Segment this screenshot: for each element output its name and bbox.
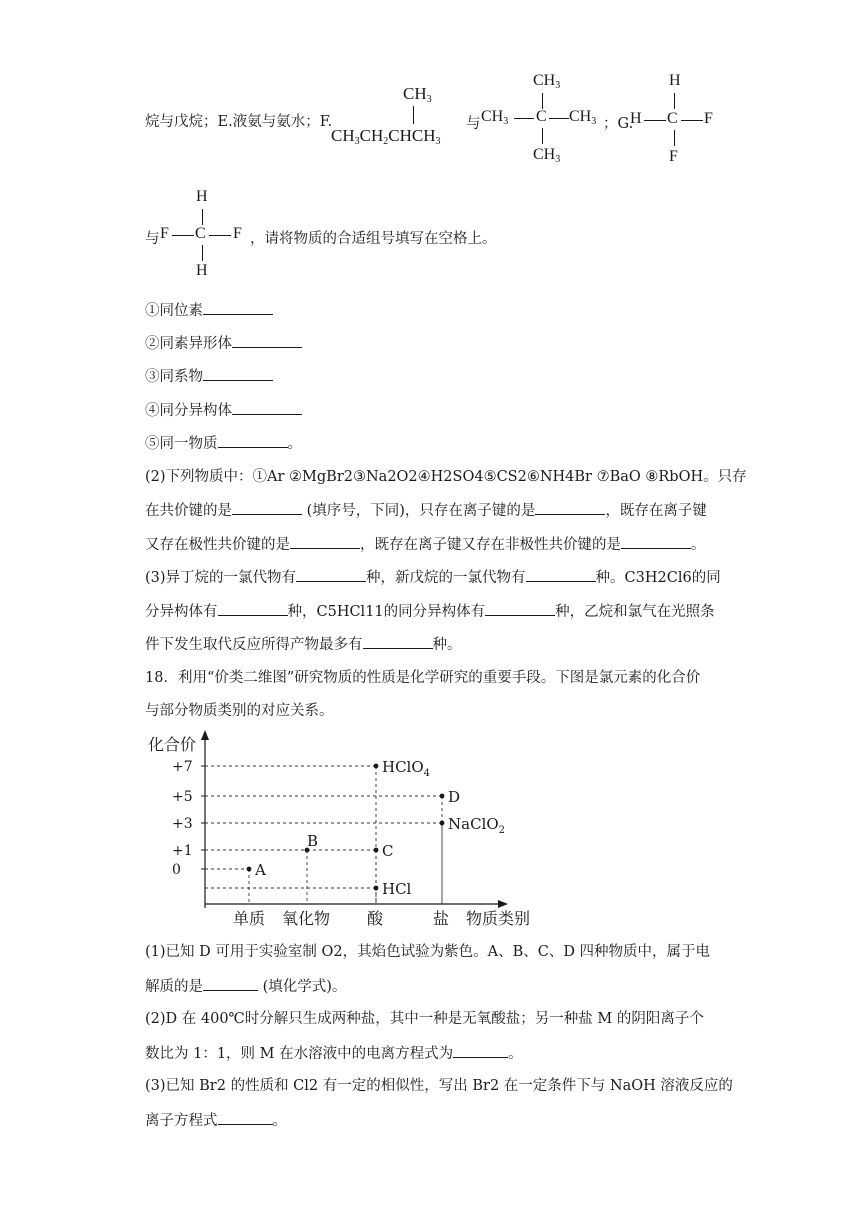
structure-g1 bbox=[630, 72, 720, 172]
f2-top: $CH_3$ bbox=[533, 72, 561, 91]
y-tick-label: +5 bbox=[172, 789, 193, 805]
q3-line-2: 分异构体有 种，C5HCl11的同分异构体有 种，乙烷和氯气在光照条 bbox=[145, 601, 715, 622]
answer-blank[interactable] bbox=[535, 500, 605, 515]
q1-item-5: ⑤同一物质 。 bbox=[145, 433, 302, 454]
g1-bond-right bbox=[681, 120, 703, 121]
y-tick-label: +3 bbox=[172, 816, 193, 832]
q1-item-4: ④同分异构体 bbox=[145, 400, 302, 421]
g1-f-bottom: F bbox=[669, 148, 678, 165]
answer-blank[interactable] bbox=[621, 534, 691, 549]
f2-right: $CH_3$ bbox=[569, 108, 597, 127]
point-label: B bbox=[307, 832, 319, 850]
f1-bond bbox=[413, 106, 414, 124]
answer-blank[interactable] bbox=[218, 433, 288, 448]
q18-line-1: 18．利用“价类二维图”研究物质的性质是化学研究的重要手段。下图是氯元素的化合价 bbox=[145, 670, 701, 686]
intro-sep-g: ；G. bbox=[603, 116, 634, 132]
g2-bond-top bbox=[202, 209, 203, 225]
point-label: D bbox=[448, 788, 461, 806]
answer-blank[interactable] bbox=[453, 1043, 508, 1058]
f1-chain: $CH_3CH_2CHCH_3$ bbox=[331, 126, 441, 147]
p18-line-1: (1)已知 D 可用于实验室制 O2，其焰色试验为紫色。A、B、C、D 四种物质中，属于电 bbox=[145, 944, 711, 960]
point-label: C bbox=[382, 842, 394, 860]
q2-line-1: (2)下列物质中：①Ar ②MgBr2③Na2O2④H2SO4⑤CS2⑥NH4Br ⑦BaO ⑧RbOH。只存 bbox=[145, 469, 747, 485]
intro-line bbox=[145, 112, 332, 132]
answer-blank[interactable] bbox=[218, 1110, 273, 1125]
q18-line-2: 与部分物质类别的对应关系。 bbox=[145, 703, 334, 719]
intro-prefix: 烷与戊烷；E.液氨与氨水；F. bbox=[145, 114, 333, 130]
p18-line-6: 离子方程式 。 bbox=[145, 1110, 287, 1131]
g1-bond-bottom bbox=[674, 130, 675, 146]
intro-yu: 与 bbox=[466, 116, 481, 132]
f2-bottom: $CH_3$ bbox=[533, 146, 561, 165]
q1-item-3: ③同系物 bbox=[145, 366, 273, 387]
p18-line-2: 解质的是 (填化学式)。 bbox=[145, 976, 346, 997]
x-tick-label: 盐 bbox=[433, 909, 450, 928]
point-label: NaClO$_2$ bbox=[448, 815, 506, 836]
p18-line-3: (2)D 在 400℃时分解只生成两种盐，其中一种是无氧酸盐；另一种盐 M 的阴阳离子个 bbox=[145, 1011, 704, 1027]
answer-blank[interactable] bbox=[232, 333, 302, 348]
answer-blank[interactable] bbox=[232, 400, 302, 415]
structure-f2 bbox=[481, 72, 611, 172]
g2-h-bottom: H bbox=[196, 262, 208, 279]
data-point bbox=[440, 794, 445, 799]
y-axis-label: 化合价 bbox=[148, 735, 197, 754]
intro-tail: ，请将物质的合适组号填写在空格上。 bbox=[250, 231, 497, 247]
f2-bond-right bbox=[549, 118, 569, 119]
x-tick-label: 酸 bbox=[367, 909, 384, 928]
y-tick-label: +7 bbox=[172, 759, 193, 775]
f2-bond-top bbox=[542, 93, 543, 109]
f2-bond-bottom bbox=[542, 128, 543, 144]
data-point bbox=[374, 886, 379, 891]
f2-bond-left bbox=[514, 118, 534, 119]
answer-blank[interactable] bbox=[218, 601, 288, 616]
point-label: A bbox=[255, 861, 266, 879]
f2-center: C bbox=[536, 108, 547, 125]
structure-g2 bbox=[160, 188, 250, 284]
g2-bond-left bbox=[172, 235, 194, 236]
g1-f-right: F bbox=[704, 110, 713, 127]
answer-blank[interactable] bbox=[203, 300, 273, 315]
point-label: HCl bbox=[382, 880, 412, 898]
answer-blank[interactable] bbox=[232, 500, 302, 515]
answer-blank[interactable] bbox=[290, 534, 360, 549]
p18-line-5: (3)已知 Br2 的性质和 Cl2 有一定的相似性，写出 Br2 在一定条件下与 NaOH 溶液反应的 bbox=[145, 1078, 733, 1094]
structure-f1 bbox=[331, 84, 471, 154]
data-point bbox=[374, 848, 379, 853]
data-point bbox=[374, 764, 379, 769]
g2-f-left: F bbox=[160, 225, 169, 242]
data-point bbox=[247, 867, 252, 872]
q3-line-1: (3)异丁烷的一氯代物有 种，新戊烷的一氯代物有 种。C3H2Cl6的同 bbox=[145, 567, 721, 588]
answer-blank[interactable] bbox=[485, 601, 555, 616]
answer-blank[interactable] bbox=[526, 567, 596, 582]
y-tick-label: 0 bbox=[172, 862, 181, 878]
g2-f-right: F bbox=[233, 225, 242, 242]
q1-item-1: ①同位素 bbox=[145, 300, 273, 321]
q2-line-2: 在共价键的是 (填序号，下同)，只存在离子键的是 ，既存在离子键 bbox=[145, 500, 707, 521]
answer-blank[interactable] bbox=[363, 634, 433, 649]
g1-bond-left bbox=[644, 120, 666, 121]
x-axis-arrow bbox=[498, 900, 508, 908]
g2-h-top: H bbox=[196, 188, 208, 205]
x-axis-label: 物质类别 bbox=[466, 909, 531, 928]
f2-left: $CH_3$ bbox=[481, 108, 509, 127]
g1-bond-top bbox=[674, 93, 675, 109]
g1-c: C bbox=[667, 110, 678, 127]
x-tick-label: 单质 bbox=[233, 909, 266, 928]
answer-blank[interactable] bbox=[203, 366, 273, 381]
x-tick-label: 氧化物 bbox=[282, 909, 331, 928]
data-point bbox=[440, 821, 445, 826]
g1-h-left: H bbox=[630, 110, 642, 127]
q3-line-3: 件下发生取代反应所得产物最多有 种。 bbox=[145, 634, 462, 655]
q2-line-3: 又存在极性共价键的是 ，既存在离子键又存在非极性共价键的是 。 bbox=[145, 534, 706, 555]
intro-yu2: 与 bbox=[145, 231, 160, 247]
g2-bond-bottom bbox=[202, 245, 203, 261]
answer-blank[interactable] bbox=[296, 567, 366, 582]
p18-line-4: 数比为 1：1，则 M 在水溶液中的电离方程式为 。 bbox=[145, 1043, 523, 1064]
g2-bond-right bbox=[209, 235, 231, 236]
point-label: HClO$_4$ bbox=[382, 758, 431, 779]
answer-blank[interactable] bbox=[203, 976, 258, 991]
valence-class-chart bbox=[140, 728, 540, 933]
g1-h-top: H bbox=[669, 72, 681, 89]
y-axis-arrow bbox=[201, 730, 209, 740]
f1-methyl: $CH_3$ bbox=[403, 84, 432, 105]
y-tick-label: +1 bbox=[172, 843, 193, 859]
g2-c: C bbox=[195, 225, 206, 242]
q1-item-2: ②同素异形体 bbox=[145, 333, 302, 354]
